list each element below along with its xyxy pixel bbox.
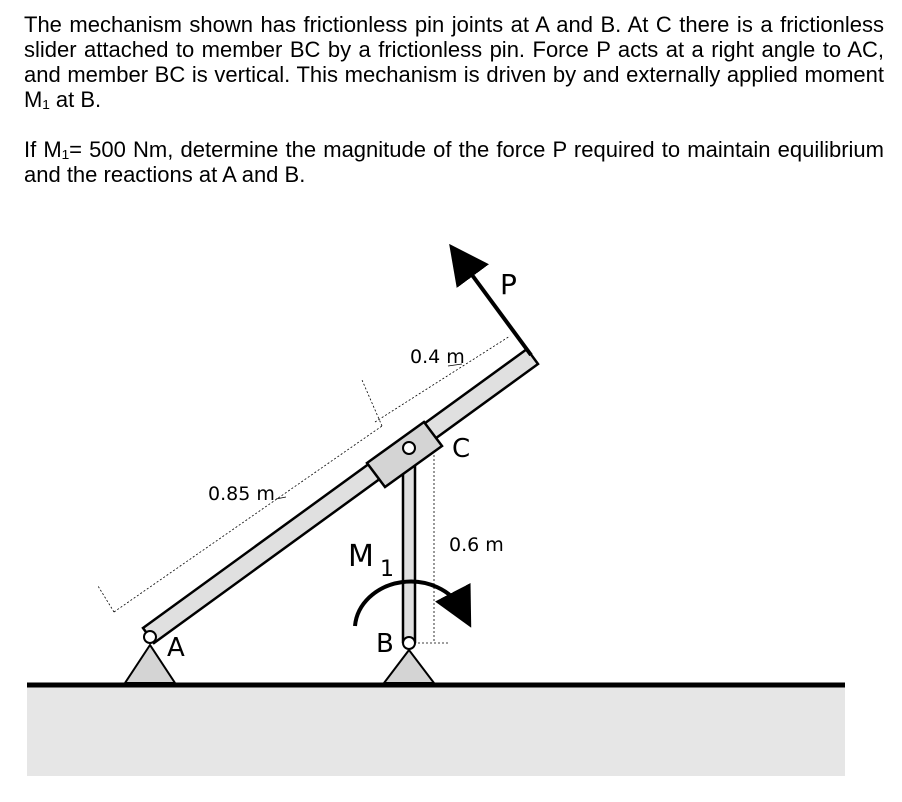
label-a: A [167,633,185,663]
label-p: P [500,268,517,301]
label-leader-085 [276,497,286,499]
label-dim-04: 0.4 m [410,346,465,368]
label-dim-085: 0.85 m [208,483,275,505]
member-ac [143,349,538,643]
label-m: M [348,539,374,574]
pin-a [144,631,156,643]
label-b: B [376,629,394,659]
label-dim-06: 0.6 m [449,534,504,556]
pin-c [403,442,415,454]
problem-paragraph-1: The mechanism shown has frictionless pin joints at A and B. At C there is a frictionless slider attached to member BC by a frictionless pin. Force P acts at a right angle to AC, and member BC is vertical. This mechanism is driven by and externally applied moment M₁ at B. [24,12,884,112]
member-bc [403,448,415,642]
label-c: C [452,434,471,464]
dimension-bc [418,447,450,684]
ground-block [27,686,845,776]
label-m-subscript: 1 [380,557,394,582]
problem-paragraph-2: If M₁= 500 Nm, determine the magnitude of the force P required to maintain equilibrium and the reactions at A and B. [24,137,884,187]
force-p-arrow [461,260,531,355]
pin-b [403,637,415,649]
